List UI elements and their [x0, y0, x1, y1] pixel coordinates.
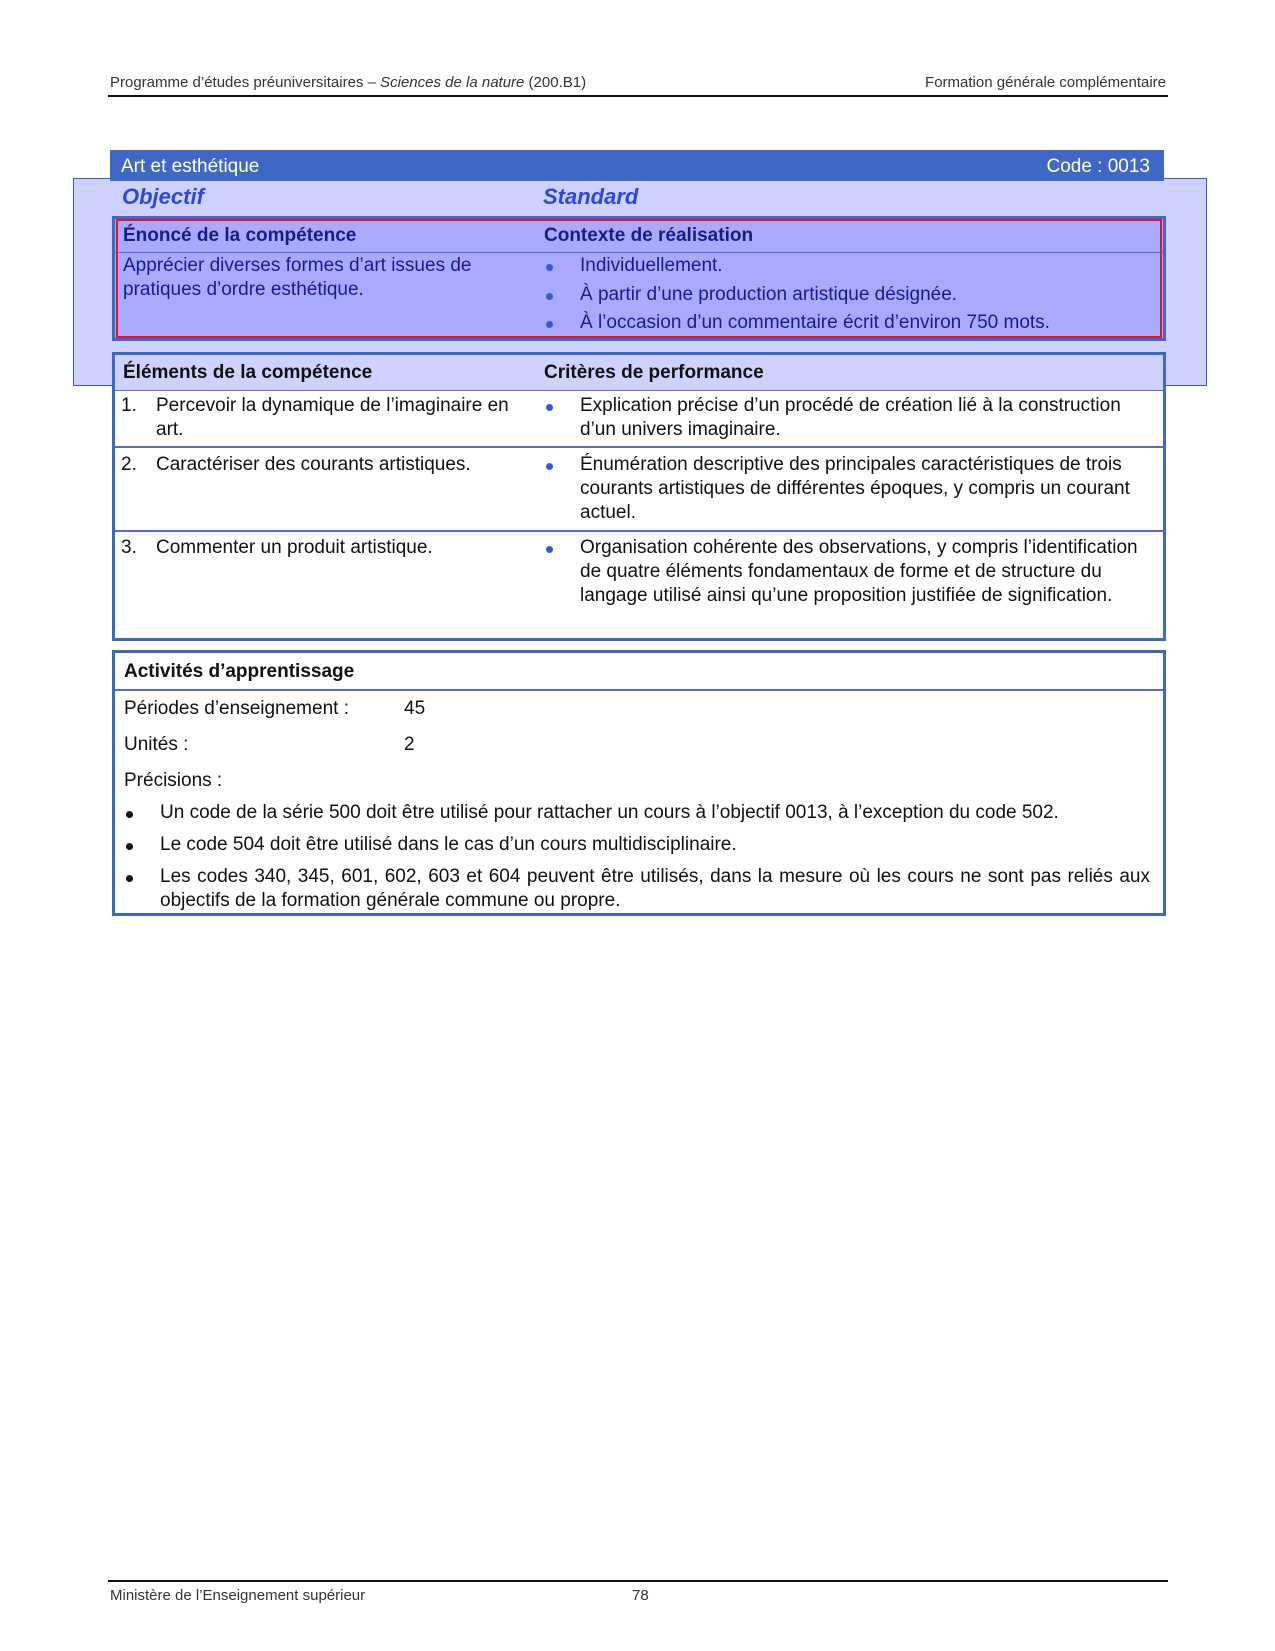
page-header [110, 74, 1166, 96]
bullet-icon [546, 404, 553, 411]
enonce-text: Apprécier diverses formes d’art issues de pratiques d’ordre esthétique. [123, 255, 472, 300]
page-footer [110, 1587, 649, 1604]
page-number: 78 [632, 1587, 649, 1604]
element-text: Commenter un produit artistique. [156, 537, 433, 558]
element-text: Caractériser des courants artistiques. [156, 454, 471, 475]
precision-item: Les codes 340, 345, 601, 602, 603 et 604 peuvent être utilisés, dans la mesure où les cours ne sont pas reliés aux objectifs de la formation générale commune ou propre. [160, 866, 1150, 911]
bullet-icon [126, 811, 133, 818]
precisions-label: Précisions : [124, 770, 223, 791]
periodes-label: Périodes d’enseignement : [124, 698, 349, 719]
bullet-icon [546, 463, 553, 470]
table-row [115, 390, 1163, 448]
ministry-name: Ministère de l’Enseignement supérieur [110, 1587, 366, 1604]
program-code: (200.B1) [524, 74, 587, 91]
periodes-value: 45 [404, 698, 426, 719]
activities-heading: Activités d’apprentissage [124, 661, 355, 682]
elements-head-row [115, 355, 1163, 391]
footer-rule [108, 1580, 1168, 1582]
program-italic: Sciences de la nature [380, 74, 525, 91]
table-row [115, 448, 1163, 532]
element-number: 2. [121, 454, 137, 475]
bullet-icon [126, 843, 133, 850]
contexte-item: Individuellement. [580, 255, 723, 276]
element-text: Percevoir la dynamique de l’imaginaire en art. [156, 395, 509, 440]
elements-heading: Éléments de la compétence [123, 362, 373, 383]
element-number: 3. [121, 537, 137, 558]
precision-item: Un code de la série 500 doit être utilisé pour rattacher un cours à l’objectif 0013, à l’exception du code 502. [160, 802, 1059, 823]
critere-text: Énumération descriptive des principales caractéristiques de trois courants artistiques de différentes époques, y compris un courant actuel. [580, 454, 1130, 523]
header-rule [108, 95, 1168, 97]
course-code: Code : 0013 [1046, 156, 1150, 177]
contexte-item: À partir d’une production artistique désignée. [580, 284, 958, 305]
table-row [115, 532, 1163, 638]
bullet-icon [126, 875, 133, 882]
enonce-heading: Énoncé de la compétence [123, 225, 357, 246]
objectif-label: Objectif [122, 184, 204, 209]
element-number: 1. [121, 395, 137, 416]
precision-item: Le code 504 doit être utilisé dans le cas d’un cours multidisciplinaire. [160, 834, 737, 855]
critere-text: Organisation cohérente des observations, y compris l’identification de quatre éléments fondamentaux de forme et de structure du langage utilisé ainsi qu’une proposition justifiée de signification. [580, 537, 1138, 606]
standard-label: Standard [543, 184, 639, 209]
unites-value: 2 [404, 734, 415, 755]
bullet-icon [546, 546, 553, 553]
title-bar [110, 150, 1164, 181]
contexte-item: À l’occasion d’un commentaire écrit d’environ 750 mots. [580, 312, 1050, 333]
unites-label: Unités : [124, 734, 189, 755]
criteres-heading: Critères de performance [544, 362, 764, 383]
critere-text: Explication précise d’un procédé de création lié à la construction d’un univers imaginaire. [580, 395, 1121, 440]
training-type: Formation générale complémentaire [925, 74, 1166, 91]
elements-table [112, 352, 1166, 641]
contexte-heading: Contexte de réalisation [544, 225, 754, 246]
program-prefix: Programme d’études préuniversitaires – [110, 74, 381, 91]
activities-box [112, 650, 1166, 916]
competency-highlight-frame [116, 219, 1162, 338]
program-title [110, 74, 586, 91]
activities-head-row [115, 653, 1163, 691]
course-title: Art et esthétique [121, 156, 260, 177]
